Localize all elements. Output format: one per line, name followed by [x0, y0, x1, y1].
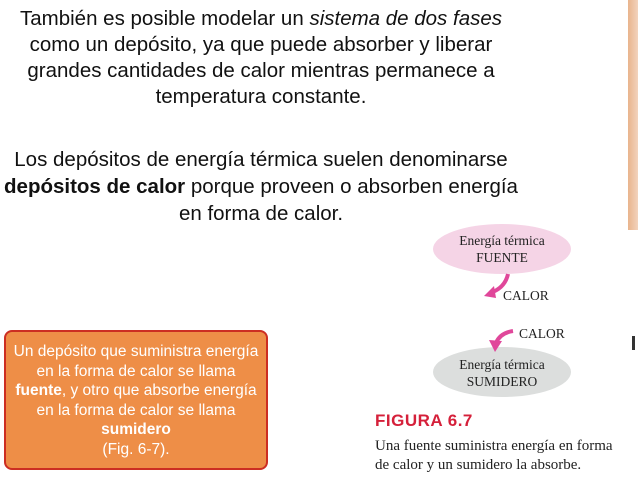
p1-text-before: También es posible modelar un: [19, 7, 310, 30]
p2-text-before: Los depósitos de energía térmica suelen denominarse: [14, 148, 508, 171]
p1-italic-term: sistema de dos fases: [309, 7, 503, 30]
heat-label-bottom: CALOR: [519, 326, 565, 341]
heat-in-arrowhead: [489, 340, 502, 352]
callout-term-source: fuente: [15, 382, 62, 399]
p1-text-after: como un depósito, ya que puede absorber y liberar grandes cantidades de calor mientras permanece a temperatura constante.: [27, 33, 495, 108]
source-label-line2: FUENTE: [476, 250, 528, 265]
p2-text-after: porque proveen o absorben energía en forma de calor.: [178, 175, 518, 225]
callout-text-1: Un depósito que suministra energía en la forma de calor se llama: [13, 343, 259, 380]
heat-label-top: CALOR: [503, 288, 549, 303]
callout-text-2: , y otro que absorbe energía en la forma de calor se llama: [36, 382, 257, 419]
sink-label-line1: Energía térmica: [459, 357, 545, 372]
callout-term-sink: sumidero: [101, 421, 171, 438]
sink-label-line2: SUMIDERO: [466, 374, 538, 389]
figure-title: FIGURA 6.7: [375, 411, 473, 430]
figure-caption: Una fuente suministra energía en forma de calor y un sumidero la absorbe.: [375, 438, 613, 473]
p2-bold-term: depósitos de calor: [4, 175, 186, 198]
source-label-line1: Energía térmica: [459, 233, 545, 248]
callout-figure-ref: (Fig. 6-7).: [102, 440, 170, 458]
heat-out-arrowhead: [484, 286, 496, 298]
